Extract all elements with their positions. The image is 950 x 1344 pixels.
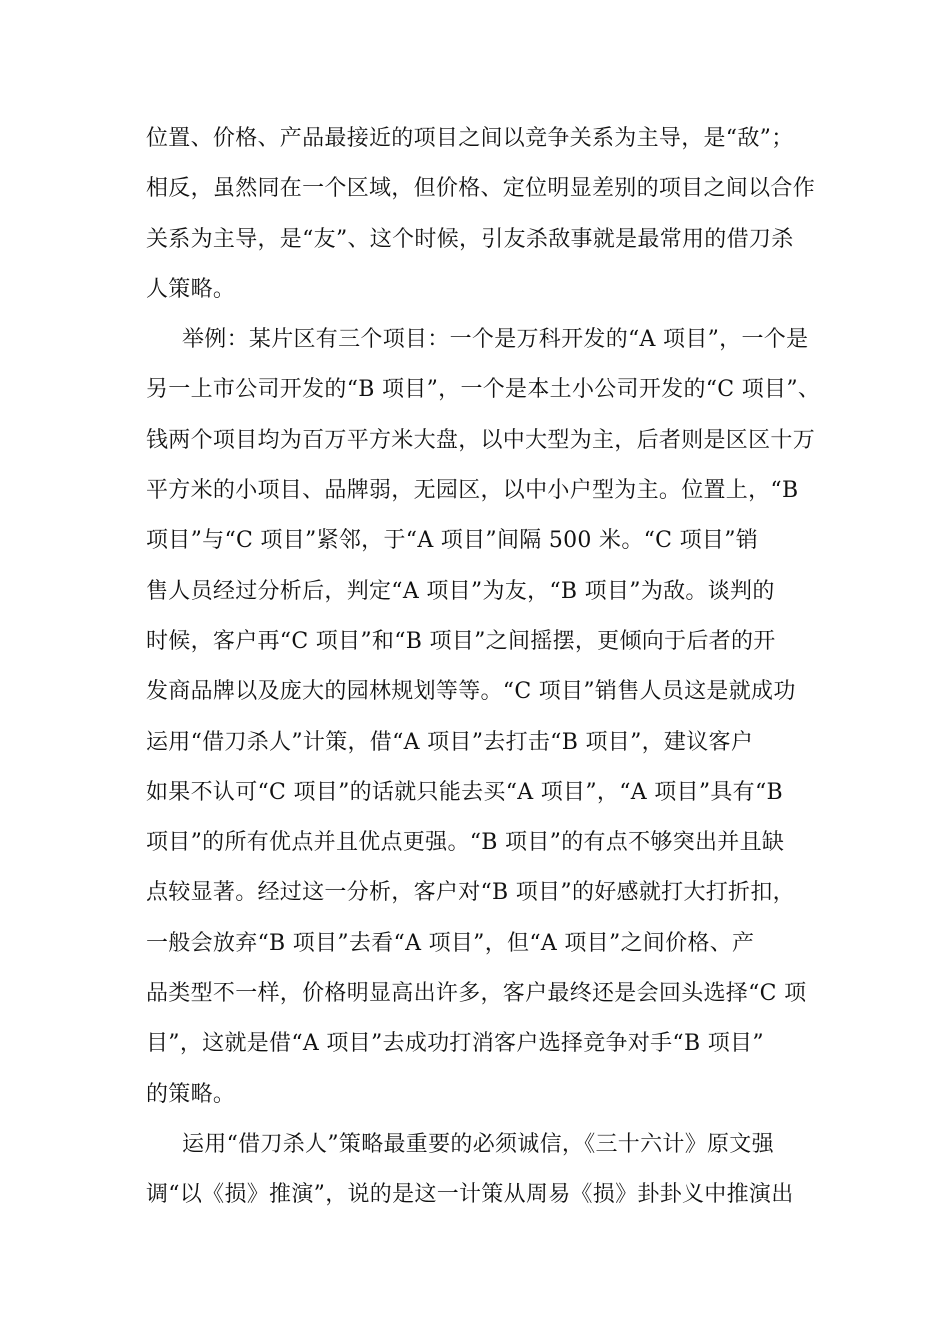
text-line: 另一上市公司开发的“B 项目”，一个是本土小公司开发的“C 项目”、 (146, 377, 821, 403)
body-text (146, 114, 821, 1221)
text-line: 平方米的小项目、品牌弱，无园区，以中小户型为主。位置上，“B (146, 478, 799, 504)
paragraph-first-line: 运用“借刀杀人”策略最重要的必须诚信，《三十六计》原文强 (182, 1131, 774, 1157)
text-line: 项目”与“C 项目”紧邻，于“A 项目”间隔 500 米。“C 项目”销 (146, 528, 759, 554)
text-line: 调“以《损》推演”，说的是这一计策从周易《损》卦卦义中推演出 (146, 1182, 794, 1208)
text-line: 人策略。 (146, 276, 236, 302)
text-line: 的策略。 (146, 1081, 236, 1107)
text-line: 品类型不一样，价格明显高出许多，客户最终还是会回头选择“C 项 (146, 981, 807, 1007)
text-line: 关系为主导，是“友”、这个时候，引友杀敌事就是最常用的借刀杀 (146, 226, 794, 252)
text-line: 如果不认可“C 项目”的话就只能去买“A 项目”，“A 项目”具有“B (146, 779, 783, 805)
text-line: 点较显著。经过这一分析，客户对“B 项目”的好感就打大打折扣， (146, 880, 795, 906)
text-line: 一般会放弃“B 项目”去看“A 项目”，但“A 项目”之间价格、产 (146, 930, 755, 956)
text-line: 运用“借刀杀人”计策，借“A 项目”去打击“B 项目”，建议客户 (146, 729, 754, 755)
text-line: 目”，这就是借“A 项目”去成功打消客户选择竞争对手“B 项目” (146, 1031, 764, 1057)
text-line: 发商品牌以及庞大的园林规划等等。“C 项目”销售人员这是就成功 (146, 679, 796, 705)
text-line: 相反，虽然同在一个区域，但价格、定位明显差别的项目之间以合作 (146, 176, 816, 202)
paragraph-first-line: 举例：某片区有三个项目：一个是万科开发的“A 项目”，一个是 (182, 327, 809, 353)
text-line: 时候，客户再“C 项目”和“B 项目”之间摇摆，更倾向于后者的开 (146, 628, 776, 654)
text-line: 项目”的所有优点并且优点更强。“B 项目”的有点不够突出并且缺 (146, 830, 785, 856)
text-line: 售人员经过分析后，判定“A 项目”为友，“B 项目”为敌。谈判的 (146, 578, 775, 604)
text-line: 位置、价格、产品最接近的项目之间以竞争关系为主导，是“敌”； (146, 126, 794, 151)
text-line: 钱两个项目均为百万平方米大盘，以中大型为主，后者则是区区十万 (146, 427, 816, 453)
